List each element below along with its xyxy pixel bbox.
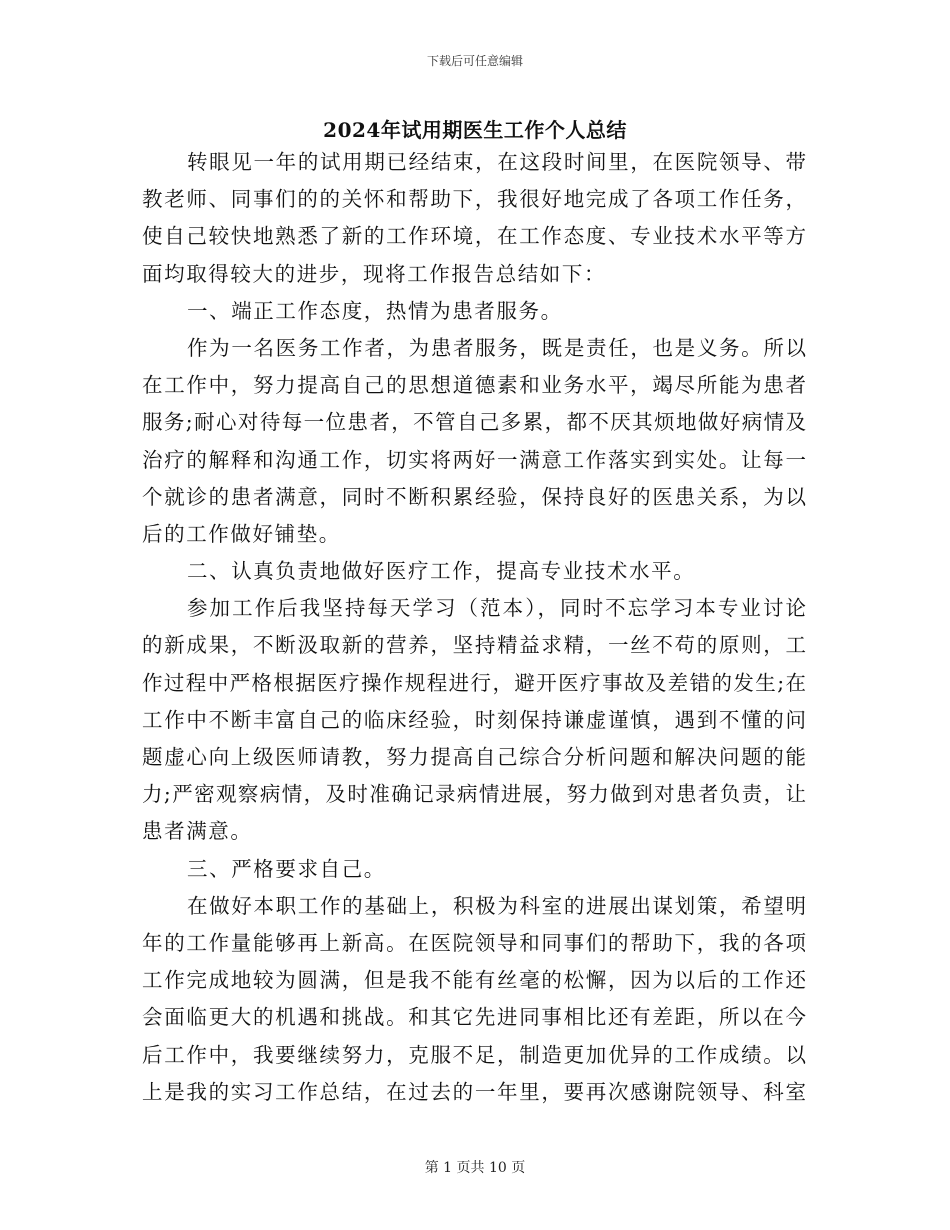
document-body <box>142 144 806 1111</box>
section-heading: 二、认真负责地做好医疗工作，提高专业技术水平。 <box>187 559 696 584</box>
body-line: 作为一名医务工作者，为患者服务，既是责任，也是义务。所以 <box>187 335 806 360</box>
body-line: 教老师、同事们的的关怀和帮助下，我很好地完成了各项工作任务， <box>142 187 806 212</box>
body-line: 上是我的实习工作总结，在过去的一年里，要再次感谢院领导、科室 <box>142 1079 806 1104</box>
body-line: 在做好本职工作的基础上，积极为科室的进展出谋划策，希望明 <box>187 893 806 918</box>
body-line: 工作完成地较为圆满，但是我不能有丝毫的松懈，因为以后的工作还 <box>142 968 806 993</box>
document-title: 2024年试用期医生工作个人总结 <box>323 118 627 142</box>
body-line: 使自己较快地熟悉了新的工作环境，在工作态度、专业技术水平等方 <box>142 224 806 249</box>
page-header-note: 下载后可任意编辑 <box>426 54 523 68</box>
body-line: 年的工作量能够再上新高。在医院领导和同事们的帮助下，我的各项 <box>142 930 806 955</box>
body-line: 作过程中严格根据医疗操作规程进行，避开医疗事故及差错的发生;在 <box>142 670 806 695</box>
body-line: 力;严密观察病情，及时准确记录病情进展，努力做到对患者负责，让 <box>142 782 806 807</box>
body-line: 后的工作做好铺垫。 <box>142 521 341 546</box>
body-line: 后工作中，我要继续努力，克服不足，制造更加优异的工作成绩。以 <box>142 1042 806 1067</box>
section-heading: 一、端正工作态度，热情为患者服务。 <box>187 298 563 323</box>
page-number-footer: 第 1 页共 10 页 <box>424 1160 526 1176</box>
body-line: 在工作中，努力提高自己的思想道德素和业务水平，竭尽所能为患者 <box>142 373 806 398</box>
body-line: 服务;耐心对待每一位患者，不管自己多累，都不厌其烦地做好病情及 <box>142 410 806 435</box>
body-line: 治疗的解释和沟通工作，切实将两好一满意工作落实到实处。让每一 <box>142 447 806 472</box>
body-line: 的新成果，不断汲取新的营养，坚持精益求精，一丝不苟的原则，工 <box>142 633 806 658</box>
body-line: 面均取得较大的进步，现将工作报告总结如下： <box>142 261 607 286</box>
section-heading: 三、严格要求自己。 <box>187 856 386 881</box>
body-line: 工作中不断丰富自己的临床经验，时刻保持谦虚谨慎，遇到不懂的问 <box>142 707 806 732</box>
body-line: 转眼见一年的试用期已经结束，在这段时间里，在医院领导、带 <box>187 150 806 174</box>
body-line: 题虚心向上级医师请教，努力提高自己综合分析问题和解决问题的能 <box>142 745 806 769</box>
body-line: 会面临更大的机遇和挑战。和其它先进同事相比还有差距，所以在今 <box>142 1005 806 1030</box>
body-line: 个就诊的患者满意，同时不断积累经验，保持良好的医患关系，为以 <box>142 484 806 509</box>
body-line: 参加工作后我坚持每天学习（范本），同时不忘学习本专业讨论 <box>187 596 806 621</box>
body-line: 患者满意。 <box>142 819 253 844</box>
